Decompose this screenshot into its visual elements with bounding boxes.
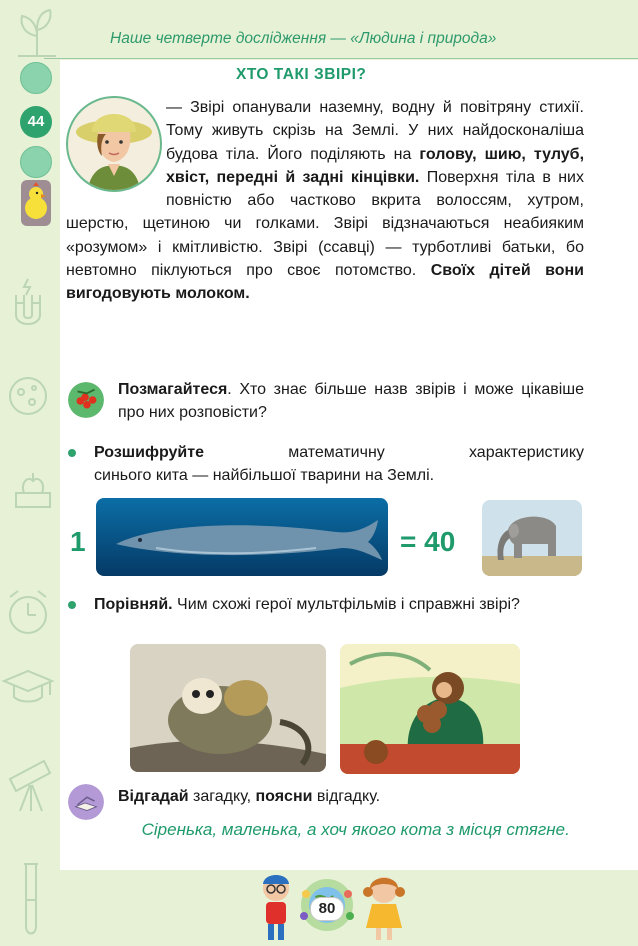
girl-character-icon: [362, 872, 406, 942]
intro-bold-2: Своїх дітей вони вигодовують молоком.: [66, 262, 584, 303]
header-rule: [44, 58, 638, 59]
task-compare-text: Чим схожі герої мультфільмів і справжні звірі?: [172, 596, 520, 613]
equation-right-number: = 40: [400, 526, 456, 557]
riddle-text: [118, 817, 584, 842]
task-riddle-bold-2: поясни: [255, 788, 313, 805]
blue-whale-image: [96, 498, 388, 576]
task-decode: [94, 441, 584, 487]
task-compete-text: . Хто знає більше назв звірів і може цікавіше про них розповісти?: [118, 381, 584, 421]
task-compete-bold: Позмагайтеся: [118, 381, 228, 398]
task-compare-bold: Порівняй.: [94, 596, 173, 613]
task-riddle-text-1: загадку,: [188, 788, 256, 805]
bullet: [68, 449, 76, 457]
page-badge: 44: [20, 106, 52, 138]
plant-icon: [14, 6, 60, 58]
task-decode-bold: Розшифруйте: [94, 444, 204, 461]
telescope-icon: [4, 755, 56, 815]
task-decode-text-1: математичну характеристику: [204, 444, 584, 461]
task-compare: [94, 593, 584, 616]
riddle-line: Сіренька, маленька, а хоч якого кота з місця стягне.: [141, 820, 570, 839]
elephant-image: [482, 500, 582, 576]
chapter-header: Наше четверте дослідження — «Людина і природа»: [110, 30, 497, 47]
bullet: [68, 601, 76, 609]
side-dot-top: [20, 62, 52, 94]
intro-text-2: Поверхня тіла в них повністю або частково вкрита волоссям, хутром, шерстю, щетиною чи голками. Звірі відзначаються неабияким «розумом» і кмітливістю. Звірі (ссавці) — турботливі батьки, бо невтомно піклуються про своє потомство.: [66, 168, 584, 280]
section-title: ХТО ТАКІ ЗВІРІ?: [236, 66, 367, 83]
task-compete: [118, 378, 584, 424]
squirrel-monkey-photo: [130, 644, 326, 772]
equation-left-number: 1: [70, 526, 86, 557]
boy-character-icon: [256, 870, 296, 942]
apple-icon: [10, 465, 56, 515]
graduation-cap-icon: [0, 665, 56, 711]
page-number: 80: [310, 897, 344, 921]
rowan-berries-icon: [68, 382, 104, 418]
intro-paragraph: [66, 96, 584, 306]
petri-dish-icon: [6, 370, 50, 420]
side-dot-bottom: [20, 146, 52, 178]
task-riddle-text-2: відгадку.: [312, 788, 381, 805]
task-decode-text-2: синього кита — найбільшої тварини на Землі.: [94, 467, 435, 484]
test-tube-icon: [16, 860, 46, 940]
task-riddle-bold-1: Відгадай: [118, 788, 189, 805]
chick-icon: [21, 180, 51, 226]
task-riddle: [118, 785, 380, 808]
magnet-icon: [8, 275, 48, 335]
intro-text-1: — Звірі опанували наземну, водну й повітряну стихії. Тому живуть скрізь на Землі. У них найдосконаліша будова тіла. Його поділяють на: [166, 99, 584, 163]
cartoon-monkeys-image: [340, 644, 520, 774]
alarm-clock-icon: [4, 585, 52, 639]
book-icon: [68, 784, 104, 820]
intro-bold-1: голову, шию, тулуб, хвіст, передні й задні кінцівки.: [166, 145, 585, 186]
